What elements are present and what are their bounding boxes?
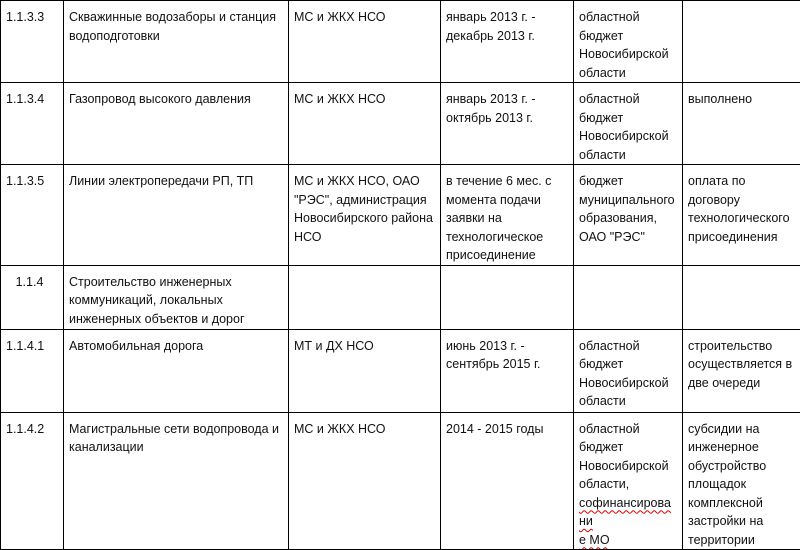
funding-source — [574, 265, 683, 329]
row-number: 1.1.3.3 — [1, 1, 64, 83]
executor — [289, 265, 441, 329]
note: субсидии на инженерное обустройство площадок комплексной застройки на территории — [683, 412, 800, 550]
measure-name: Строительство инженерных коммуникаций, локальных инженерных объектов и дорог — [64, 265, 289, 329]
term: июнь 2013 г. - сентябрь 2015 г. — [441, 329, 574, 412]
row-number: 1.1.4 — [1, 265, 64, 329]
row-number: 1.1.3.5 — [1, 165, 64, 266]
row-number: 1.1.4.1 — [1, 329, 64, 412]
row-number: 1.1.4.2 — [1, 412, 64, 550]
executor: МС и ЖКХ НСО — [289, 1, 441, 83]
term: в течение 6 мес. с момента подачи заявки на технологическое присоединение — [441, 165, 574, 266]
executor: МС и ЖКХ НСО, ОАО "РЭС", администрация Новосибирского района НСО — [289, 165, 441, 266]
note: оплата по договору технологического присоединения — [683, 165, 800, 266]
row-number: 1.1.3.4 — [1, 83, 64, 165]
table-row — [1, 1, 800, 83]
note: строительство осуществляется в две очереди — [683, 329, 800, 412]
term — [441, 265, 574, 329]
note — [683, 265, 800, 329]
table-row — [1, 412, 800, 550]
measure-name: Скважинные водозаборы и станция водоподготовки — [64, 1, 289, 83]
funding-source: областной бюджет Новосибирской области — [574, 1, 683, 83]
funding-source-text: областной бюджет Новосибирской области, — [579, 422, 669, 492]
funding-source — [574, 412, 683, 550]
term: январь 2013 г. - декабрь 2013 г. — [441, 1, 574, 83]
spellcheck-underlined-word: софинансировани — [579, 496, 671, 529]
measure-name: Автомобильная дорога — [64, 329, 289, 412]
note — [683, 1, 800, 83]
funding-source: областной бюджет Новосибирской области — [574, 83, 683, 165]
term: 2014 - 2015 годы — [441, 412, 574, 550]
executor: МТ и ДХ НСО — [289, 329, 441, 412]
table-row — [1, 83, 800, 165]
table-row — [1, 165, 800, 266]
funding-source: бюджет муниципального образования, ОАО "РЭС" — [574, 165, 683, 266]
term: январь 2013 г. - октябрь 2013 г. — [441, 83, 574, 165]
table-row — [1, 265, 800, 329]
executor: МС и ЖКХ НСО — [289, 83, 441, 165]
measure-name: Магистральные сети водопровода и канализации — [64, 412, 289, 550]
measure-name: Газопровод высокого давления — [64, 83, 289, 165]
executor: МС и ЖКХ НСО — [289, 412, 441, 550]
note: выполнено — [683, 83, 800, 165]
measure-name: Линии электропередачи РП, ТП — [64, 165, 289, 266]
spellcheck-underlined-word-end: е МО — [579, 533, 610, 547]
table-row — [1, 329, 800, 412]
funding-source: областной бюджет Новосибирской области — [574, 329, 683, 412]
